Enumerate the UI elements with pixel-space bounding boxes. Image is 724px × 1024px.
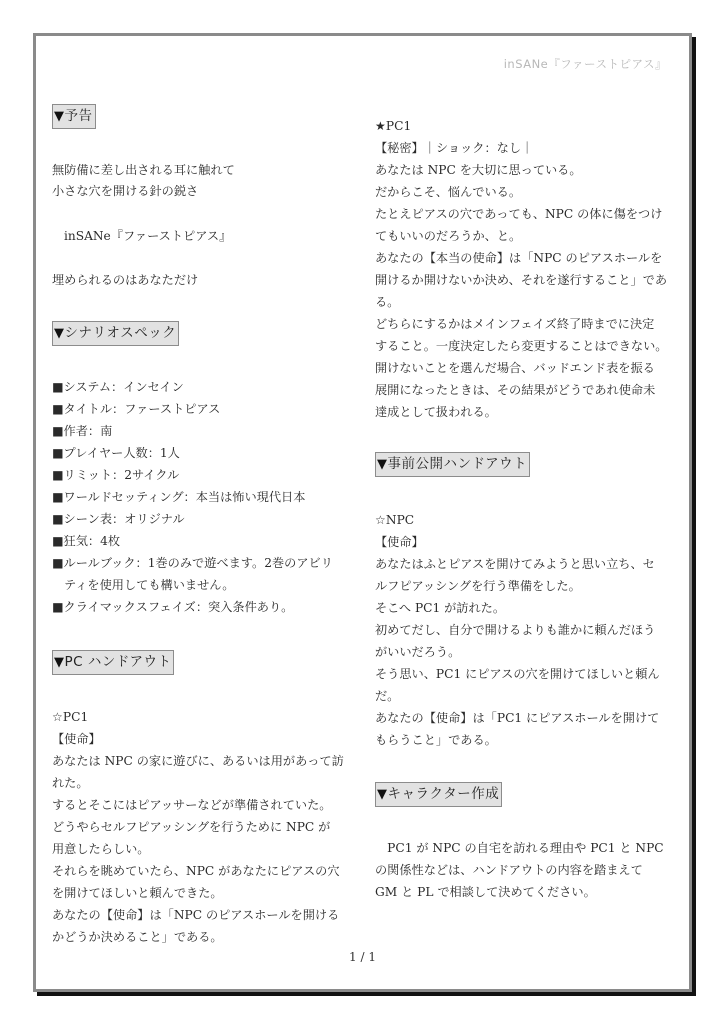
heading-label: 事前公開ハンドアウト [387, 456, 528, 472]
secret-line: 展開になったときは、その結果がどうであれ使命未 [375, 383, 656, 397]
secret-line: どちらにするかはメインフェイズ終了時までに決定 [375, 317, 655, 331]
handout-line: あなたの【使命】は「NPC のピアスホールを開ける [52, 908, 340, 922]
handout-title: ☆PC1 [52, 710, 89, 724]
handout-line: どうやらセルフピアッシングを行うために NPC が [52, 820, 331, 834]
secret-line: すること。一度決定したら変更することはできない。 [375, 339, 668, 353]
handout-label: 【使命】 [52, 732, 101, 746]
document-page [33, 33, 692, 992]
creation-line: の関係性などは、ハンドアウトの内容を踏まえて [375, 863, 643, 877]
spec-item: ■狂気：4枚 [52, 534, 121, 548]
section-heading-spec [52, 321, 179, 346]
creation-line: GM と PL で相談して決めてください。 [375, 885, 596, 899]
handout-line: がいいだろう。 [375, 645, 461, 659]
handout-line: かどうか決めること」である。 [52, 930, 223, 944]
handout-line: だ。 [375, 689, 400, 703]
section-heading-teaser [52, 104, 96, 129]
handout-line: もらうこと」である。 [375, 733, 497, 747]
spec-item: ■シーン表：オリジナル [52, 512, 185, 526]
handout-line: を開けてほしいと頼んできた。 [52, 886, 223, 900]
secret-line: てもいいのだろうか、と。 [375, 229, 522, 243]
running-header: inSANe『ファーストピアス』 [503, 57, 667, 71]
secret-line: 開けないことを選んだ場合、バッドエンド表を振る [375, 361, 655, 375]
heading-label: シナリオスペック [64, 325, 177, 341]
page-number: 1 / 1 [349, 950, 376, 964]
handout-line: あなたはふとピアスを開けてみようと思い立ち、セ [375, 557, 655, 571]
spec-item: ■システム：インセイン [52, 380, 184, 394]
teaser-line: 埋められるのはあなただけ [52, 273, 199, 287]
spec-item: ■ルールブック：1巻のみで遊べます。2巻のアビリ [52, 556, 333, 570]
secret-line: あなたの【本当の使命】は「NPC のピアスホールを [375, 251, 663, 265]
section-heading-public-handout [375, 452, 530, 477]
handout-label: 【使命】 [375, 535, 424, 549]
triangle-down-icon: ▼ [54, 655, 65, 670]
teaser-line: 無防備に差し出される耳に触れて [52, 163, 235, 177]
secret-line: だからこそ、悩んでいる。 [375, 185, 522, 199]
spec-item: ■作者：南 [52, 424, 113, 438]
spec-item-continuation: ティを使用しても構いません。 [64, 578, 235, 592]
spec-item: ■プレイヤー人数：1人 [52, 446, 180, 460]
handout-line: そう思い、PC1 にピアスの穴を開けてほしいと頼ん [375, 667, 660, 681]
handout-line: 用意したらしい。 [52, 842, 150, 856]
secret-line: たとえピアスの穴であっても、NPC の体に傷をつけ [375, 207, 663, 221]
secret-line: る。 [375, 295, 400, 309]
triangle-down-icon: ▼ [54, 326, 65, 341]
handout-line: ルフピアッシングを行う準備をした。 [375, 579, 581, 593]
secret-line: 達成として扱われる。 [375, 405, 497, 419]
spec-item: ■ワールドセッティング：本当は怖い現代日本 [52, 490, 306, 504]
spec-item: ■リミット：2サイクル [52, 468, 180, 482]
secret-title: ★PC1 [375, 119, 412, 133]
teaser-line: 小さな穴を開ける針の鋭さ [52, 184, 199, 198]
triangle-down-icon: ▼ [54, 109, 65, 124]
handout-title: ☆NPC [375, 513, 415, 527]
section-heading-pc-handout [52, 650, 174, 675]
teaser-title-line: inSANe『ファーストピアス』 [64, 229, 232, 243]
triangle-down-icon: ▼ [377, 787, 388, 802]
handout-line: あなたの【使命】は「PC1 にピアスホールを開けて [375, 711, 660, 725]
handout-line: それらを眺めていたら、NPC があなたにピアスの穴 [52, 864, 340, 878]
handout-line: 初めてだし、自分で開けるよりも誰かに頼んだほう [375, 623, 656, 637]
section-heading-character-creation [375, 782, 502, 807]
spec-item: ■タイトル：ファーストピアス [52, 402, 221, 416]
heading-label: 予告 [64, 108, 93, 124]
handout-line: するとそこにはピアッサーなどが準備されていた。 [52, 798, 332, 812]
handout-line: あなたは NPC の家に遊びに、あるいは用があって訪 [52, 754, 344, 768]
heading-label: PC ハンドアウト [64, 654, 172, 670]
handout-line: れた。 [52, 776, 89, 790]
creation-line: PC1 が NPC の自宅を訪れる理由や PC1 と NPC [375, 841, 664, 855]
spec-item: ■クライマックスフェイズ：突入条件あり。 [52, 600, 294, 614]
secret-line: 開けるか開けないか決め、それを遂行すること」であ [375, 273, 668, 287]
secret-line: あなたは NPC を大切に思っている。 [375, 163, 582, 177]
secret-label: 【秘密】｜ショック：なし｜ [375, 141, 534, 155]
heading-label: キャラクター作成 [387, 786, 500, 802]
handout-line: そこへ PC1 が訪れた。 [375, 601, 506, 615]
triangle-down-icon: ▼ [377, 457, 388, 472]
